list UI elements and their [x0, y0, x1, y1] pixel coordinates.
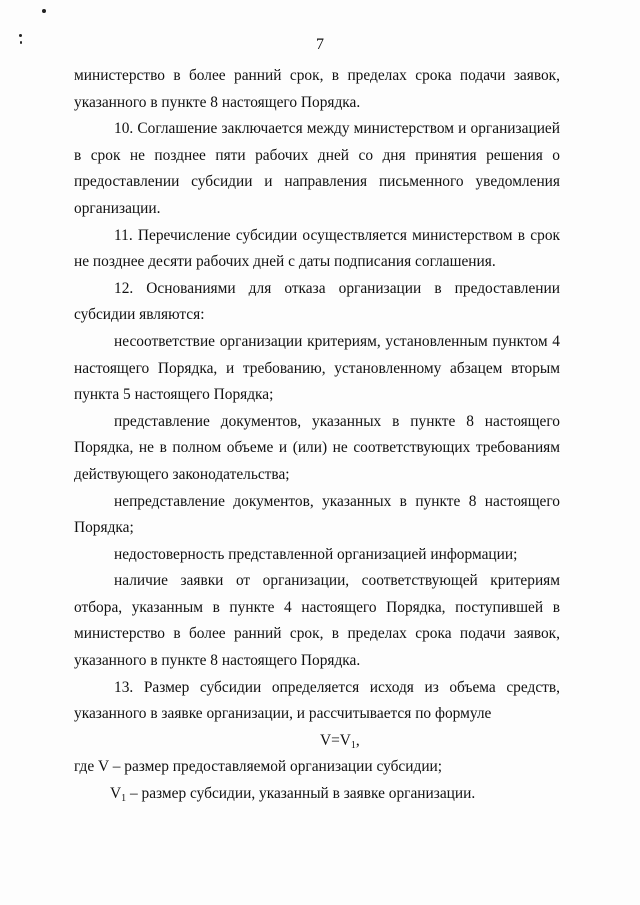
scan-speck [42, 9, 46, 13]
formula [74, 728, 560, 755]
page-number: 7 [316, 36, 324, 53]
list-item: несоответствие организации критериям, установленным пунктом 4 настоящего Порядка, и требованию, установленному абзацем вторым пункта 5 настоящего Порядка; [74, 332, 560, 404]
paragraph-11: 11. Перечисление субсидии осуществляется министерством в срок не позднее десяти рабочих дней с даты подписания соглашения. [74, 226, 560, 271]
formula-subscript: 1 [350, 739, 356, 751]
definition-text: – размер субсидии, указанный в заявке организации. [126, 785, 476, 803]
definition-v1 [74, 781, 560, 808]
body-text [74, 63, 560, 808]
paragraph: министерство в более ранний срок, в пределах срока подачи заявок, указанного в пункте 8 настоящего Порядка. [74, 67, 560, 111]
definition-symbol: V [110, 785, 122, 803]
definition-subscript: 1 [121, 793, 127, 805]
formula-lhs: V=V [320, 731, 351, 749]
definition-v: где V – размер предоставляемой организации субсидии; [74, 758, 443, 776]
formula-tail: , [355, 731, 360, 749]
list-item: наличие заявки от организации, соответствующей критериям отбора, указанным в пункте 4 настоящего Порядка, поступившей в министерство в более ранний срок, в пределах срока подачи заявок, указанного в пункте 8 настоящего Порядка. [74, 572, 560, 670]
list-item: непредставление документов, указанных в пункте 8 настоящего Порядка; [74, 492, 560, 537]
paragraph-12: 12. Основаниями для отказа организации в предоставлении субсидии являются: [74, 279, 560, 324]
list-item: представление документов, указанных в пункте 8 настоящего Порядка, не в полном объеме и (или) не соответствующих требованиям действующего законодательства; [74, 412, 560, 483]
list-item: недостоверность представленной организацией информации; [114, 545, 518, 563]
paragraph-13: 13. Размер субсидии определяется исходя из объема средств, указанного в заявке организации, и рассчитывается по формуле [74, 678, 560, 723]
paragraph-10: 10. Соглашение заключается между министерством и организацией в срок не позднее пяти рабочих дней со дня принятия решения о предоставлении субсидии и направления письменного уведомления организации. [74, 120, 560, 217]
